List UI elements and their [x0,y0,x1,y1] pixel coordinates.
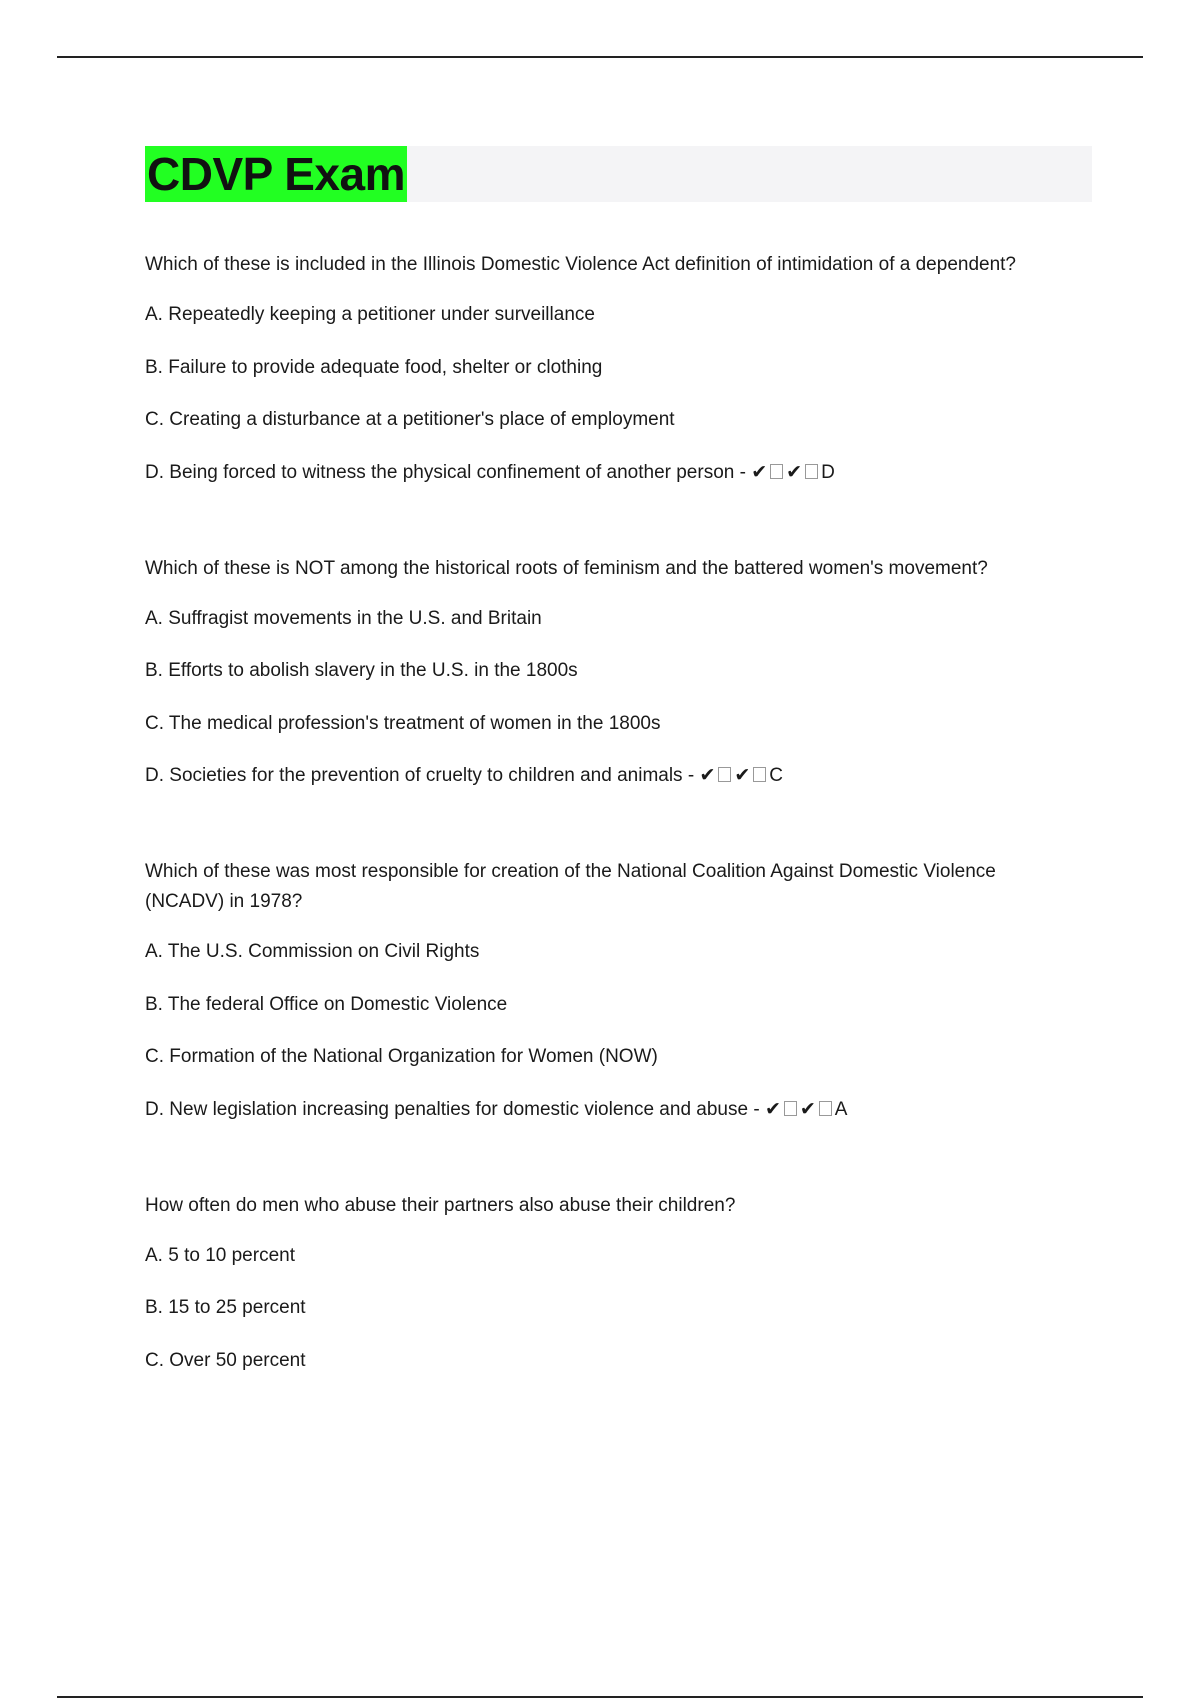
option-d-text: D. New legislation increasing penalties for domestic violence and abuse - [145,1098,760,1120]
option-d-text: D. Being forced to witness the physical confinement of another person - [145,461,746,483]
option-a: A. 5 to 10 percent [145,1244,295,1266]
box-icon [819,1101,832,1116]
question-text: Which of these is NOT among the historical roots of feminism and the battered women's movement? [145,557,988,579]
option-d [145,761,1075,791]
option-b: B. Failure to provide adequate food, shelter or clothing [145,356,603,378]
answer-letter: D [821,461,835,483]
check-icon: ✔ [751,461,768,483]
check-icon: ✔ [799,1098,816,1120]
option-b: B. 15 to 25 percent [145,1297,306,1318]
question-block [145,1191,1075,1376]
option-c: C. The medical profession's treatment of women in the 1800s [145,712,661,734]
question-block [145,857,1075,1125]
option-d [145,458,1075,488]
check-icon: ✔ [786,461,803,483]
option-a: A. Suffragist movements in the U.S. and Britain [145,607,542,629]
option-a: A. Repeatedly keeping a petitioner under surveillance [145,304,595,325]
answer-mark [699,765,783,786]
question-block [145,250,1075,488]
box-icon [805,464,818,479]
option-c: C. Over 50 percent [145,1349,306,1371]
box-icon [784,1101,797,1116]
box-icon [753,767,766,782]
option-d [145,1095,1075,1125]
document-title: CDVP Exam [147,148,406,200]
option-d-text: D. Societies for the prevention of cruelty to children and animals - [145,765,695,786]
answer-mark [765,1099,848,1120]
top-rule [57,56,1143,58]
question-text: Which of these was most responsible for creation of the National Coalition Against Domestic Violence (NCADV) in 1978? [145,861,996,912]
bottom-rule [57,1696,1143,1698]
option-c: C. Creating a disturbance at a petitioner's place of employment [145,409,675,430]
question-block [145,554,1075,792]
option-c: C. Formation of the National Organization for Women (NOW) [145,1046,658,1067]
answer-letter: C [769,765,784,786]
option-b: B. The federal Office on Domestic Violence [145,993,508,1015]
question-text: Which of these is included in the Illinois Domestic Violence Act definition of intimidation of a dependent? [145,254,1016,275]
option-b: B. Efforts to abolish slavery in the U.S. in the 1800s [145,660,578,681]
question-text: How often do men who abuse their partners also abuse their children? [145,1194,736,1216]
check-icon: ✔ [764,1098,781,1120]
answer-letter: A [834,1098,848,1120]
box-icon [770,464,783,479]
document-body [145,250,1075,1376]
check-icon: ✔ [734,765,751,786]
check-icon: ✔ [699,765,716,786]
answer-mark [751,462,835,483]
option-a: A. The U.S. Commission on Civil Rights [145,941,480,962]
box-icon [718,767,731,782]
